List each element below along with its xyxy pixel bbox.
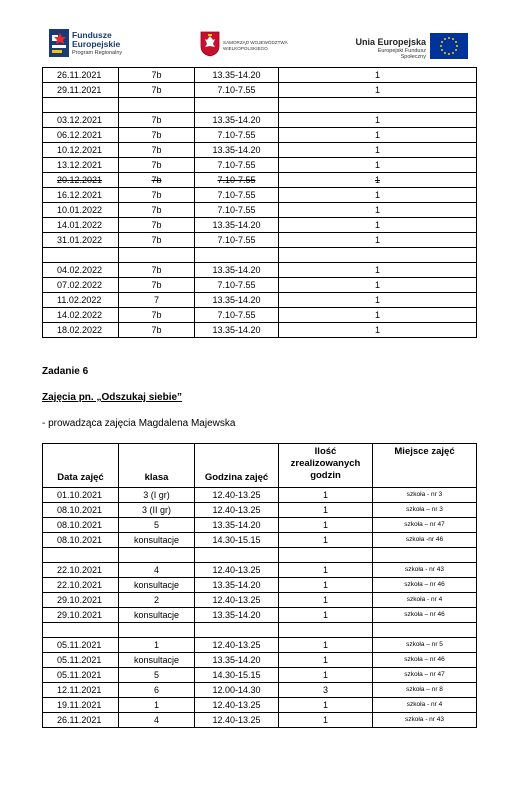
cell-ilosc: 1 <box>279 713 373 728</box>
cell-godzina: 12.40-13.25 <box>195 503 279 518</box>
instructor-line: - prowadząca zajęcia Magdalena Majewska <box>42 418 236 429</box>
table-row <box>43 308 477 323</box>
cell-klasa: 6 <box>119 683 195 698</box>
cell-klasa: 7 <box>119 293 195 308</box>
cell-miejsce: szkoła - nr 43 <box>373 713 477 728</box>
wielkopolska-crest-icon <box>200 31 220 57</box>
cell-ilosc: 1 <box>279 563 373 578</box>
cell-godzina: 7.10-7.55 <box>195 308 279 323</box>
cell-klasa <box>119 548 195 563</box>
cell-ilosc: 1 <box>279 203 477 218</box>
cell-miejsce: szkoła – nr 46 <box>373 578 477 593</box>
cell-godzina: 13.35-14.20 <box>195 68 279 83</box>
cell-godzina: 13.35-14.20 <box>195 608 279 623</box>
cell-godzina: 7.10-7.55 <box>195 83 279 98</box>
table-row <box>43 158 477 173</box>
table-row <box>43 113 477 128</box>
cell-klasa <box>119 248 195 263</box>
page-header <box>0 0 508 64</box>
activity-title: Zajęcia pn. „Odszukaj siebie” <box>42 392 183 403</box>
cell-date: 14.02.2022 <box>43 308 119 323</box>
cell-godzina <box>195 548 279 563</box>
cell-miejsce: szkoła -nr 46 <box>373 533 477 548</box>
cell-klasa: konsultacje <box>119 533 195 548</box>
header-godzina: Godzina zajęć <box>195 444 279 488</box>
cell-klasa: 7b <box>119 143 195 158</box>
cell-miejsce <box>373 623 477 638</box>
cell-date: 14.01.2022 <box>43 218 119 233</box>
cell-ilosc: 1 <box>279 503 373 518</box>
cell-ilosc: 1 <box>279 218 477 233</box>
cell-klasa: 7b <box>119 113 195 128</box>
cell-klasa: 1 <box>119 698 195 713</box>
cell-date: 31.01.2022 <box>43 233 119 248</box>
cell-godzina: 12.40-13.25 <box>195 563 279 578</box>
cell-date: 11.02.2022 <box>43 293 119 308</box>
cell-godzina: 13.35-14.20 <box>195 323 279 338</box>
cell-klasa <box>119 98 195 113</box>
cell-klasa: 3 (I gr) <box>119 488 195 503</box>
cell-date: 06.12.2021 <box>43 128 119 143</box>
table-row <box>43 578 477 593</box>
cell-klasa: 7b <box>119 233 195 248</box>
cell-miejsce: szkoła – nr 5 <box>373 638 477 653</box>
table-row <box>43 563 477 578</box>
table-row <box>43 173 477 188</box>
unia-europejska-text: Unia Europejska Europejski Fundusz Społeczny <box>355 37 426 60</box>
cell-klasa: 7b <box>119 278 195 293</box>
cell-klasa: 7b <box>119 263 195 278</box>
cell-date: 12.11.2021 <box>43 683 119 698</box>
table-row <box>43 233 477 248</box>
cell-ilosc: 1 <box>279 593 373 608</box>
cell-date: 07.02.2022 <box>43 278 119 293</box>
table-row <box>43 638 477 653</box>
cell-godzina <box>195 248 279 263</box>
cell-date <box>43 548 119 563</box>
table-row <box>43 263 477 278</box>
cell-date: 05.11.2021 <box>43 638 119 653</box>
cell-date: 08.10.2021 <box>43 533 119 548</box>
cell-godzina: 12.40-13.25 <box>195 638 279 653</box>
cell-ilosc: 1 <box>279 488 373 503</box>
cell-ilosc <box>279 248 477 263</box>
table-row <box>43 203 477 218</box>
cell-klasa: 1 <box>119 638 195 653</box>
cell-date: 26.11.2021 <box>43 713 119 728</box>
cell-godzina: 13.35-14.20 <box>195 218 279 233</box>
cell-klasa: 7b <box>119 158 195 173</box>
cell-klasa: 7b <box>119 323 195 338</box>
cell-klasa: 7b <box>119 128 195 143</box>
cell-miejsce: szkoła – nr 8 <box>373 683 477 698</box>
cell-godzina: 7.10-7.55 <box>195 173 279 188</box>
cell-godzina: 7.10-7.55 <box>195 188 279 203</box>
cell-klasa: 5 <box>119 518 195 533</box>
cell-klasa: 7b <box>119 68 195 83</box>
cell-ilosc: 1 <box>279 113 477 128</box>
cell-godzina: 12.40-13.25 <box>195 698 279 713</box>
fundusze-europejskie-logo-icon <box>49 29 69 57</box>
table-row <box>43 698 477 713</box>
table-row <box>43 593 477 608</box>
cell-ilosc: 1 <box>279 143 477 158</box>
header-ilosc: Ilość zrealizowanych godzin <box>279 444 373 488</box>
cell-date: 18.02.2022 <box>43 323 119 338</box>
cell-miejsce: szkoła – nr 46 <box>373 653 477 668</box>
cell-date: 08.10.2021 <box>43 518 119 533</box>
table-row <box>43 488 477 503</box>
table-row <box>43 218 477 233</box>
cell-date: 10.01.2022 <box>43 203 119 218</box>
cell-godzina: 12.00-14.30 <box>195 683 279 698</box>
cell-ilosc <box>279 98 477 113</box>
cell-klasa: 4 <box>119 713 195 728</box>
table-row <box>43 653 477 668</box>
cell-miejsce: szkoła – nr 47 <box>373 668 477 683</box>
cell-godzina: 7.10-7.55 <box>195 203 279 218</box>
table-row <box>43 188 477 203</box>
cell-ilosc: 1 <box>279 323 477 338</box>
table-row <box>43 68 477 83</box>
cell-date: 05.11.2021 <box>43 668 119 683</box>
cell-godzina: 7.10-7.55 <box>195 278 279 293</box>
cell-godzina: 12.40-13.25 <box>195 713 279 728</box>
cell-date: 03.12.2021 <box>43 113 119 128</box>
cell-godzina: 7.10-7.55 <box>195 158 279 173</box>
cell-godzina: 13.35-14.20 <box>195 653 279 668</box>
cell-date: 22.10.2021 <box>43 578 119 593</box>
cell-klasa: 7b <box>119 173 195 188</box>
cell-date: 10.12.2021 <box>43 143 119 158</box>
cell-ilosc: 1 <box>279 188 477 203</box>
table-row <box>43 713 477 728</box>
cell-klasa: 7b <box>119 308 195 323</box>
task-heading: Zadanie 6 <box>42 366 89 377</box>
cell-ilosc: 1 <box>279 173 477 188</box>
cell-klasa: 7b <box>119 203 195 218</box>
cell-ilosc: 3 <box>279 683 373 698</box>
cell-klasa: 5 <box>119 668 195 683</box>
cell-miejsce <box>373 548 477 563</box>
cell-godzina: 13.35-14.20 <box>195 143 279 158</box>
cell-godzina: 12.40-13.25 <box>195 488 279 503</box>
cell-klasa: 7b <box>119 83 195 98</box>
cell-godzina: 13.35-14.20 <box>195 293 279 308</box>
cell-ilosc: 1 <box>279 698 373 713</box>
samorzad-text: SAMORZĄD WOJEWÓDZTWA WIELKOPOLSKIEGO <box>223 40 288 51</box>
cell-godzina: 7.10-7.55 <box>195 128 279 143</box>
table-row-empty <box>43 623 477 638</box>
cell-date: 20.12.2021 <box>43 173 119 188</box>
cell-date: 22.10.2021 <box>43 563 119 578</box>
cell-ilosc: 1 <box>279 668 373 683</box>
cell-ilosc: 1 <box>279 578 373 593</box>
header-data: Data zajęć <box>43 444 119 488</box>
cell-ilosc <box>279 623 373 638</box>
schedule-table-top <box>42 67 477 338</box>
cell-ilosc: 1 <box>279 653 373 668</box>
cell-date: 04.02.2022 <box>43 263 119 278</box>
cell-klasa: 3 (II gr) <box>119 503 195 518</box>
cell-date <box>43 623 119 638</box>
cell-godzina <box>195 98 279 113</box>
table-row <box>43 503 477 518</box>
cell-ilosc: 1 <box>279 128 477 143</box>
table-row <box>43 293 477 308</box>
cell-godzina: 14.30-15.15 <box>195 668 279 683</box>
schedule-table-zadanie6 <box>42 443 477 728</box>
cell-ilosc: 1 <box>279 533 373 548</box>
cell-klasa: konsultacje <box>119 578 195 593</box>
eu-flag-icon <box>430 33 468 59</box>
cell-miejsce: szkoła - nr 4 <box>373 698 477 713</box>
cell-godzina: 13.35-14.20 <box>195 263 279 278</box>
cell-miejsce: szkoła - nr 43 <box>373 563 477 578</box>
cell-date: 01.10.2021 <box>43 488 119 503</box>
fundusze-europejskie-text: Fundusze Europejskie Program Regionalny <box>72 30 123 56</box>
table-row <box>43 668 477 683</box>
cell-miejsce: szkoła – nr 47 <box>373 518 477 533</box>
cell-miejsce: szkoła - nr 3 <box>373 488 477 503</box>
cell-miejsce: szkoła – nr 46 <box>373 608 477 623</box>
cell-ilosc: 1 <box>279 83 477 98</box>
header-klasa: klasa <box>119 444 195 488</box>
cell-date <box>43 248 119 263</box>
table-row <box>43 323 477 338</box>
cell-godzina <box>195 623 279 638</box>
cell-date: 19.11.2021 <box>43 698 119 713</box>
cell-klasa: 7b <box>119 218 195 233</box>
cell-ilosc: 1 <box>279 158 477 173</box>
cell-date: 05.11.2021 <box>43 653 119 668</box>
cell-ilosc: 1 <box>279 278 477 293</box>
cell-godzina: 13.35-14.20 <box>195 518 279 533</box>
cell-klasa: 4 <box>119 563 195 578</box>
table-row-empty <box>43 248 477 263</box>
cell-miejsce: szkoła – nr 3 <box>373 503 477 518</box>
cell-ilosc: 1 <box>279 308 477 323</box>
cell-date: 08.10.2021 <box>43 503 119 518</box>
cell-godzina: 14.30-15.15 <box>195 533 279 548</box>
cell-klasa: konsultacje <box>119 653 195 668</box>
cell-ilosc: 1 <box>279 608 373 623</box>
table-row <box>43 518 477 533</box>
table-row <box>43 83 477 98</box>
table-row <box>43 128 477 143</box>
cell-date <box>43 98 119 113</box>
cell-godzina: 13.35-14.20 <box>195 113 279 128</box>
cell-klasa: 2 <box>119 593 195 608</box>
cell-ilosc: 1 <box>279 518 373 533</box>
cell-ilosc <box>279 548 373 563</box>
table-row <box>43 278 477 293</box>
cell-date: 16.12.2021 <box>43 188 119 203</box>
table-row <box>43 683 477 698</box>
cell-date: 29.11.2021 <box>43 83 119 98</box>
cell-godzina: 7.10-7.55 <box>195 233 279 248</box>
table-row <box>43 608 477 623</box>
cell-ilosc: 1 <box>279 638 373 653</box>
table-row <box>43 143 477 158</box>
cell-ilosc: 1 <box>279 233 477 248</box>
cell-date: 26.11.2021 <box>43 68 119 83</box>
cell-date: 29.10.2021 <box>43 593 119 608</box>
cell-miejsce: szkoła - nr 4 <box>373 593 477 608</box>
cell-klasa: konsultacje <box>119 608 195 623</box>
cell-godzina: 13.35-14.20 <box>195 578 279 593</box>
cell-ilosc: 1 <box>279 263 477 278</box>
cell-klasa <box>119 623 195 638</box>
cell-ilosc: 1 <box>279 68 477 83</box>
cell-date: 29.10.2021 <box>43 608 119 623</box>
table-row <box>43 533 477 548</box>
cell-date: 13.12.2021 <box>43 158 119 173</box>
header-miejsce: Miejsce zajęć <box>373 444 477 488</box>
cell-klasa: 7b <box>119 188 195 203</box>
cell-ilosc: 1 <box>279 293 477 308</box>
cell-godzina: 12.40-13.25 <box>195 593 279 608</box>
table-row-empty <box>43 98 477 113</box>
table-row-empty <box>43 548 477 563</box>
